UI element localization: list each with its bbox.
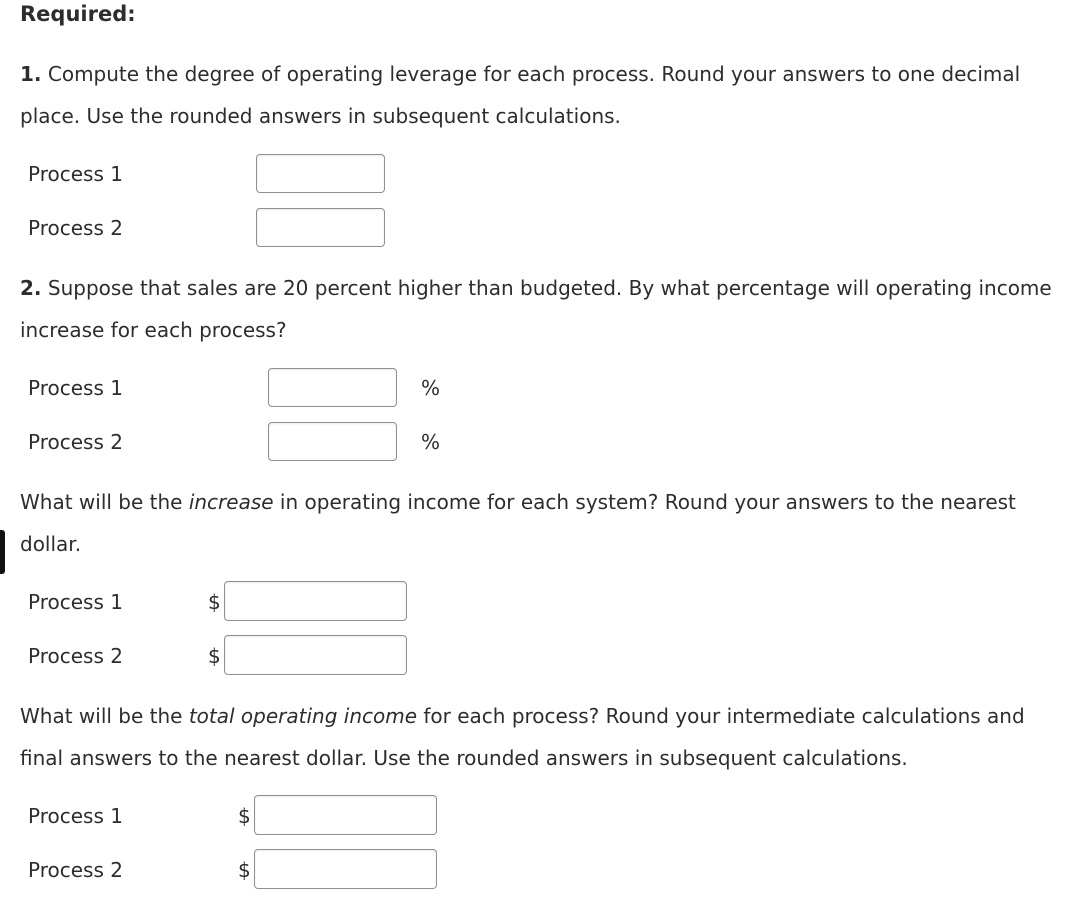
question-4-prompt-start: What will be the: [20, 704, 189, 728]
q4-process-2-input[interactable]: [254, 849, 437, 889]
q1-process-1-label: Process 1: [28, 162, 123, 186]
q3-process-2-input[interactable]: [224, 635, 407, 675]
question-3-prompt-start: What will be the: [20, 490, 189, 514]
question-3-prompt-end: in operating income for each system? Round your answers to the nearest dollar.: [20, 490, 1016, 556]
q2-process-1-input[interactable]: [268, 368, 397, 407]
question-4-emphasis: total operating income: [188, 704, 418, 728]
q4-process-1-dollar-sign: $: [238, 804, 251, 828]
q2-process-2-input[interactable]: [268, 422, 397, 461]
question-3-text: [20, 481, 1060, 565]
question-3-emphasis: increase: [188, 490, 274, 514]
q3-process-2-label: Process 2: [28, 644, 123, 668]
question-4-prompt-end: for each process? Round your intermediate calculations and final answers to the nearest dollar. Use the rounded answers in subsequent calculations.: [20, 704, 1025, 770]
q4-process-1-input[interactable]: [254, 795, 437, 835]
required-heading: Required:: [20, 2, 136, 26]
q2-process-2-label: Process 2: [28, 430, 123, 454]
question-2-number: 2.: [20, 276, 42, 300]
question-1-prompt: Compute the degree of operating leverage for each process. Round your answers to one decimal place. Use the rounded answers in subsequent calculations.: [20, 62, 1021, 128]
q4-process-2-dollar-sign: $: [238, 858, 251, 882]
side-marker: [0, 530, 5, 574]
question-1-number: 1.: [20, 62, 42, 86]
q2-process-1-percent-unit: %: [421, 376, 441, 400]
q4-process-1-label: Process 1: [28, 804, 123, 828]
question-2-prompt: Suppose that sales are 20 percent higher than budgeted. By what percentage will operating income increase for each process?: [20, 276, 1052, 342]
q3-process-1-input[interactable]: [224, 581, 407, 621]
q3-process-1-dollar-sign: $: [208, 590, 221, 614]
question-2-text: [20, 267, 1060, 351]
q1-process-1-input[interactable]: [256, 154, 385, 193]
question-1-text: [20, 53, 1060, 137]
q2-process-1-label: Process 1: [28, 376, 123, 400]
q1-process-2-label: Process 2: [28, 216, 123, 240]
q3-process-1-label: Process 1: [28, 590, 123, 614]
q3-process-2-dollar-sign: $: [208, 644, 221, 668]
q4-process-2-label: Process 2: [28, 858, 123, 882]
question-4-text: [20, 695, 1060, 779]
q2-process-2-percent-unit: %: [421, 430, 441, 454]
q1-process-2-input[interactable]: [256, 208, 385, 247]
